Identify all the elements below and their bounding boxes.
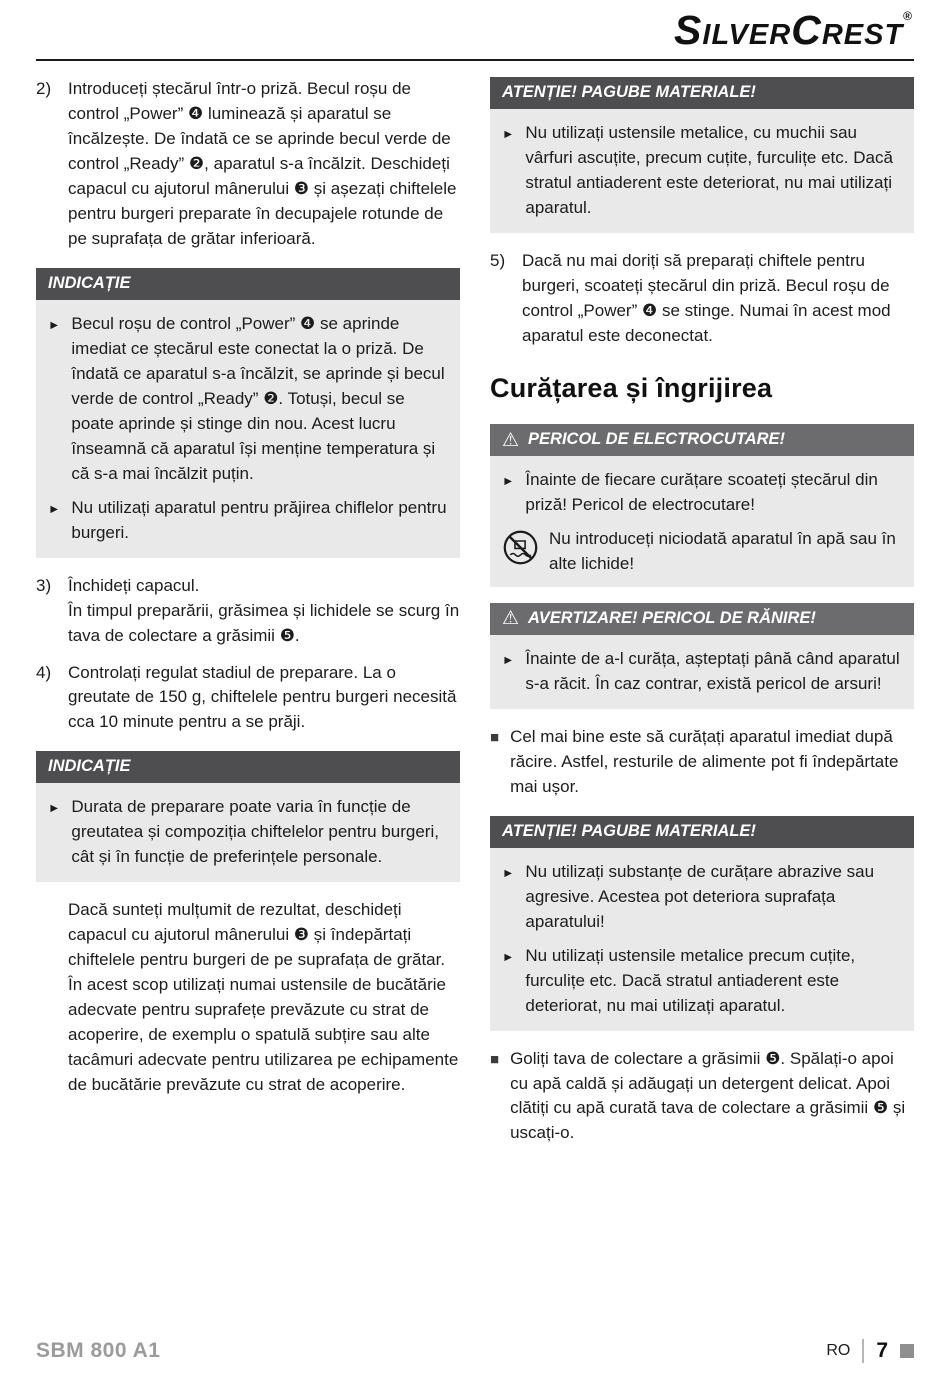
caution-block-1 — [490, 77, 914, 233]
left-column — [36, 77, 460, 1098]
caution-title: ATENȚIE! PAGUBE MATERIALE! — [502, 821, 756, 840]
caution-item — [502, 121, 902, 221]
header-divider — [36, 59, 914, 61]
danger-item-text: Înainte de fiecare curățare scoateți ștecărul din priză! Pericol de electrocutare! — [525, 470, 878, 515]
square-bullet-icon: ■ — [490, 728, 500, 746]
logo-small-2: REST — [821, 19, 904, 51]
danger-header — [490, 424, 914, 456]
list-number: 4) — [36, 662, 52, 682]
arrow-bullet-icon: ► — [502, 949, 515, 964]
notice-item — [48, 496, 448, 546]
caution-item-text: Nu utilizați ustensile metalice precum cuțite, furculițe etc. Dacă stratul antiaderent este deteriorat, nu mai utilizați aparatul. — [525, 945, 856, 1015]
list-number: 3) — [36, 575, 52, 595]
electrocution-danger-block — [490, 424, 914, 587]
warning-item — [502, 647, 902, 697]
arrow-bullet-icon: ► — [502, 652, 515, 667]
warning-triangle-icon: ⚠ — [502, 608, 520, 630]
arrow-bullet-icon: ► — [502, 126, 515, 141]
logo-small-1: ILVER — [702, 19, 792, 51]
right-column — [490, 77, 914, 1160]
danger-title: PERICOL DE ELECTROCUTARE! — [528, 430, 786, 449]
list-item-5 — [490, 249, 914, 349]
notice-body — [36, 783, 460, 882]
notice-title: INDICAȚIE — [48, 757, 131, 776]
notice-item — [48, 795, 448, 870]
tip-text: Goliți tava de colectare a grăsimii ❺. Spălați-o apoi cu apă caldă și adăugați un detergent delicat. Apoi clătiți cu apă curată tava de colectare a grăsimii ❺ și uscați-o. — [510, 1048, 906, 1143]
footer-right — [826, 1339, 914, 1363]
notice-title: INDICAȚIE — [48, 273, 131, 292]
logo-cap-2: C — [791, 7, 822, 53]
page-header — [36, 7, 914, 53]
list-number: 2) — [36, 79, 52, 98]
notice-block-2 — [36, 751, 460, 882]
notice-item-text: Becul roșu de control „Power” ❹ se aprinde imediat ce ștecărul este conectat la o priză. De îndată ce aparatul s-a încălzit, se aprinde și becul verde de control „Ready” ❷. Totuși, becul se poate aprinde și stinge din nou. Acest lucru înseamnă că aparatul își menține temperatura și că s-a mai încălzit puțin. — [71, 313, 445, 483]
danger-item — [502, 468, 902, 518]
warning-title: AVERTIZARE! PERICOL DE RĂNIRE! — [528, 609, 816, 628]
notice-item — [48, 312, 448, 487]
warning-body — [490, 635, 914, 709]
tip-text: Cel mai bine este să curățați aparatul imediat după răcire. Astfel, resturile de alimente pot fi îndepărtate mai ușor. — [510, 726, 899, 796]
language-code: RO — [826, 1342, 851, 1359]
arrow-bullet-icon: ► — [502, 865, 515, 880]
section-title: Curățarea și îngrijirea — [490, 372, 773, 403]
injury-warning-block — [490, 603, 914, 709]
notice-header — [36, 268, 460, 300]
silvercrest-logo — [674, 7, 914, 53]
arrow-bullet-icon: ► — [502, 474, 515, 489]
notice-header — [36, 751, 460, 783]
warning-item-text: Înainte de a-l curăța, așteptați până când aparatul s-a răcit. În caz contrar, există pericol de arsuri! — [525, 648, 900, 693]
list-item-text — [68, 574, 460, 649]
caution-block-2 — [490, 816, 914, 1031]
footer-end-mark-icon — [900, 1344, 914, 1358]
list-item-text: Controlați regulat stadiul de preparare. La o greutate de 150 g, chiftelele pentru burgeri necesită cca 10 minute pentru a se prăji. — [68, 662, 457, 732]
caution-body — [490, 109, 914, 233]
caution-item — [502, 944, 902, 1019]
notice-item-text: Durata de preparare poate varia în funcție de greutatea și compoziția chiftelelor pentru burgeri, cât și în funcție de preferințele personale. — [71, 797, 439, 867]
list-number: 5) — [490, 250, 506, 270]
caution-header — [490, 816, 914, 848]
danger-body — [490, 456, 914, 587]
logo-cap-1: S — [674, 7, 703, 53]
content-columns — [36, 77, 914, 1329]
page-number: 7 — [876, 1339, 888, 1362]
no-immersion-icon — [502, 529, 539, 574]
list-item-text: Dacă nu mai doriți să preparați chiftele pentru burgeri, scoateți ștecărul din priză. Becul roșu de control „Power” ❹ se stinge. Numai în acest mod aparatul este deconectat. — [522, 250, 891, 345]
list-item-text: Introduceți ștecărul într-o priză. Becul roșu de control „Power” ❹ luminează și aparatul se încălzește. De îndată ce se aprinde becul verde de control „Ready” ❷, aparatul s-a încălzit. Deschideți capacul cu ajutorul mânerului ❸ și așezați chiftelele pentru burgeri preparate în decupajele rotunde de pe suprafața de grătar inferioară. — [68, 79, 457, 248]
list-item-2 — [36, 77, 460, 252]
footer-separator — [862, 1339, 864, 1363]
arrow-bullet-icon: ► — [48, 317, 61, 332]
closing-paragraph: Dacă sunteți mulțumit de rezultat, deschideți capacul cu ajutorul mânerului ❸ și îndepărtați chiftelele pentru burgeri de pe suprafața de grătar. În acest scop utilizați numai ustensile de bucătărie adecvate pentru suprafețe prevăzute cu strat de acoperire, de exemplu o spatulă subțire sau alte tacâmuri adecvate pentru utilizarea pe echipamente de bucătărie prevăzute cu strat de acoperire. — [68, 900, 459, 1095]
warning-triangle-icon: ⚠ — [502, 429, 520, 451]
tip-item-2 — [490, 1047, 914, 1147]
model-number: SBM 800 A1 — [36, 1339, 161, 1362]
arrow-bullet-icon: ► — [48, 501, 61, 516]
square-bullet-icon: ■ — [490, 1050, 500, 1068]
caution-item-text: Nu utilizați substanțe de curățare abrazive sau agresive. Acestea pot deteriora suprafața aparatului! — [525, 861, 875, 931]
page-footer — [36, 1329, 914, 1363]
arrow-bullet-icon: ► — [48, 801, 61, 816]
list-item-4 — [36, 661, 460, 736]
danger-icon-text: Nu introduceți niciodată aparatul în apă sau în alte lichide! — [549, 529, 896, 574]
caution-title: ATENȚIE! PAGUBE MATERIALE! — [502, 83, 756, 101]
caution-body — [490, 848, 914, 1031]
warning-header — [490, 603, 914, 635]
danger-icon-item — [502, 527, 902, 577]
list-item-line: În timpul preparării, grăsimea și lichidele se scurg în tava de colectare a grăsimii ❺. — [68, 600, 460, 645]
caution-item-text: Nu utilizați ustensile metalice, cu muchii sau vârfuri ascuțite, precum cuțite, furculițe etc. Dacă stratul antiaderent este deteriorat, nu mai utilizați aparatul. — [525, 122, 893, 217]
notice-item-text: Nu utilizați aparatul pentru prăjirea chiflelor pentru burgeri. — [71, 497, 447, 542]
notice-block-1 — [36, 268, 460, 558]
caution-header — [490, 77, 914, 109]
list-item-line: Închideți capacul. — [68, 575, 200, 595]
list-item-3 — [36, 574, 460, 649]
notice-body — [36, 300, 460, 558]
tip-item-1 — [490, 725, 914, 800]
registered-mark-icon: ® — [903, 9, 912, 23]
caution-item — [502, 860, 902, 935]
